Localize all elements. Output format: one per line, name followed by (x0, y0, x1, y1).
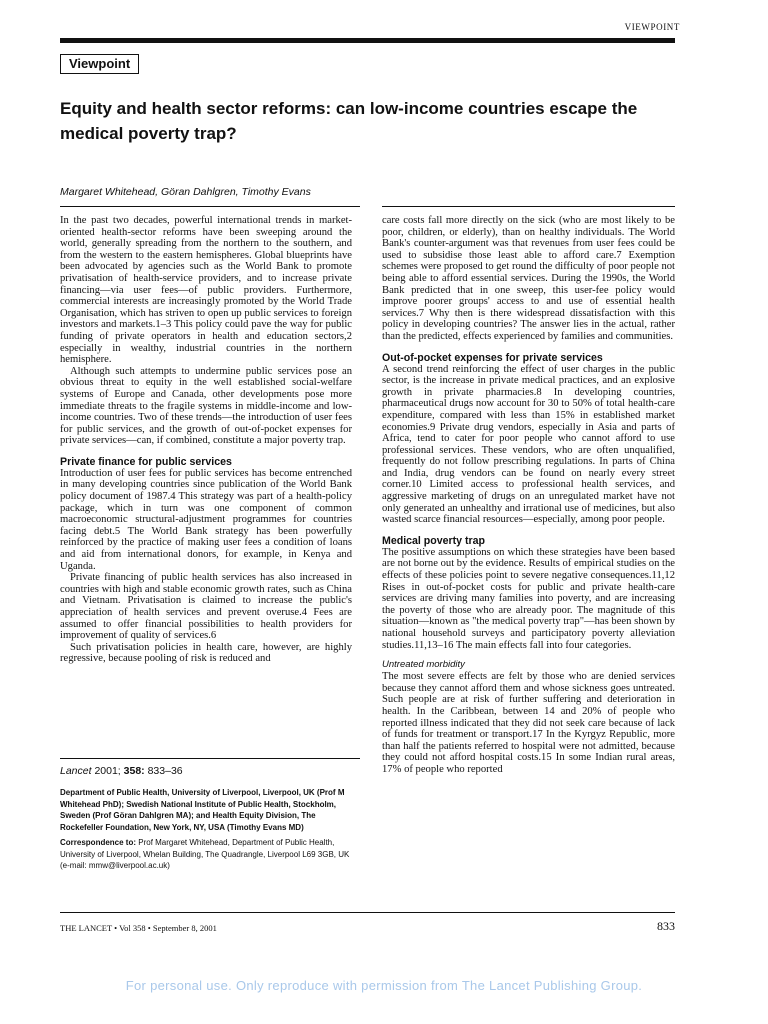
subsection-heading: Untreated morbidity (382, 659, 465, 671)
paragraph: care costs fall more directly on the sick (who are most likely to be poor, children, or elderly), than on healthy individuals. The World Bank's counter-argument was that revenues from user fees could be used to subsidise those least able to afford care.7 Exemption schemes were proposed to get round the difficulty of poor people not being able to afford essential services. During the 1990s, the World Bank predicted that in one sweep, this user-fee policy would improve poorer groups' access to and use of essential health services.7 Why then is there widespread dissatisfaction with this policy in developing countries? The answer lies in the actual, rather than the predicted, effects experienced by families and communities. (382, 215, 675, 342)
correspondence-text: Prof Margaret Whitehead, Department of Public Health, University of Liverpool, Whelan Building, The Quadrangle, Liverpool L69 3GB, UK (e-mail: mmw@liverpool.ac.uk) (60, 838, 350, 870)
citation-line (60, 765, 183, 777)
running-head: VIEWPOINT (624, 22, 680, 32)
citation-volume: 358: (123, 765, 145, 777)
section-label: Viewpoint (60, 54, 139, 74)
permission-notice: For personal use. Only reproduce with permission from The Lancet Publishing Group. (125, 978, 643, 993)
right-column (382, 215, 675, 776)
left-column-rule (60, 206, 360, 207)
author-list: Margaret Whitehead, Göran Dahlgren, Timothy Evans (60, 186, 311, 198)
correspondence-label: Correspondence to: (60, 838, 137, 847)
paragraph: The most severe effects are felt by those who are denied services because they cannot afford them and whose sickness goes untreated. Such people are at risk of further suffering and deterioration in health. In the Caribbean, between 14 and 20% of people who reported illness indicated that they did not seek care because of lack of funds for treatment or transport.17 In the Kyrgyz Republic, more than half the patients referred to hospital were not admitted, because they could not afford hospital costs.15 In some Indian rural areas, 17% of people who reported (382, 671, 675, 775)
section-heading: Private finance for public services (60, 455, 232, 468)
paragraph: Although such attempts to undermine public services pose an obvious threat to equity in the well established social-welfare systems of Europe and Canada, other developments pose more immediate threats to the fragile systems in middle-income and low-income countries. Two of these trends—the introduction of user fees for public services, and the growth of out-of-pocket expenses for private services—can, if combined, constitute a major poverty trap. (60, 365, 352, 447)
footer-journal-line: THE LANCET • Vol 358 • September 8, 2001 (60, 923, 217, 933)
citation-journal: Lancet (60, 765, 92, 777)
correspondence (60, 837, 360, 872)
paragraph: Private financing of public health services has also increased in countries with high and stable economic growth rates, such as China and Vietnam. Privatisation is claimed to increase the public's appreciation of health services and prevent overuse.4 Fees are assumed to offer financial possibilities to health providers for improvement of quality of services.6 (60, 572, 352, 642)
paragraph: A second trend reinforcing the effect of user charges in the public sector, is the increase in private medical practices, and an explosive growth in private pharmacies.8 In developing countries, pharmaceutical drugs now account for 30 to 50% of total health-care expenditure, compared with less than 15% in established market economies.9 Private drug vendors, especially in Asia and parts of Africa, tend to cater for poor people who cannot afford to use professional services. These vendors, who are often unqualified, frequently do not follow prescribing regulations. In parts of China and India, drug vendors can be found on nearly every street corner.10 Limited access to professional health services, and aggressive marketing of drugs on an unregulated market have not only generated an unhealthy and irrational use of medicines, but also wasted scarce financial resources—especially, among poor people. (382, 363, 675, 526)
left-column (60, 215, 352, 665)
affiliations-block (60, 787, 360, 876)
citation-rule (60, 758, 360, 759)
article-title: Equity and health sector reforms: can low-income countries escape the medical poverty trap? (60, 99, 638, 143)
right-column-rule (382, 206, 675, 207)
section-heading: Medical poverty trap (382, 534, 486, 547)
citation-pages: 833–36 (147, 765, 183, 777)
paragraph: In the past two decades, powerful international trends in market-oriented health-sector reforms have been sweeping around the world, generally spreading from the northern to the southern, and from the western to the eastern hemispheres. Global blueprints have been advocated by agencies such as the World Bank to promote privatisation of health-service providers, and to increase private financing—via user fees—of public providers. Furthermore, commercial interests are increasingly promoted by the World Trade Organisation, which has striven to open up public services to foreign investors and markets.1–3 This policy could pave the way for public funding of private operators in health and education sectors,2 especially in wealthy, industrial countries in the northern hemisphere. (60, 215, 352, 366)
top-rule (60, 38, 675, 43)
page-number: 833 (657, 919, 675, 933)
paragraph: Such privatisation policies in health care, however, are highly regressive, because pooling of risk is reduced and (60, 641, 352, 665)
citation-year: 2001; (94, 765, 121, 777)
paragraph: Introduction of user fees for public services has become entrenched in many developing countries since publication of the World Bank policy document of 1987.4 This strategy was part of a health-policy package, which in turn was one component of common macroeconomic structural-adjustment programmes for countries facing debt.5 The World Bank strategy has been powerfully reinforced by the practice of making user fees a condition of loans and aid from international donors, for example, in Kenya and Uganda. (60, 467, 352, 572)
affiliations: Department of Public Health, University of Liverpool, Liverpool, UK (Prof M Whitehead PhD); Swedish National Institute of Public Health, Stockholm, Sweden (Prof Göran Dahlgren MA); and Health Equity Division, The Rockefeller Foundation, New York, NY, USA (Timothy Evans MD) (60, 788, 345, 832)
paragraph: The positive assumptions on which these strategies have been based are not borne out by the evidence. Results of empirical studies on the effects of these policies point to severe negative consequences.11,12 Rises in out-of-pocket costs for public and private health-care services are driving many families into poverty, and are increasing the poverty of those who are already poor. The magnitude of this situation—known as "the medical poverty trap"—has been shown by national household surveys and participatory poverty alleviation studies.11,13–16 The main effects fall into four categories. (382, 546, 675, 651)
section-heading: Out-of-pocket expenses for private services (382, 351, 603, 364)
footer-rule (60, 912, 675, 913)
